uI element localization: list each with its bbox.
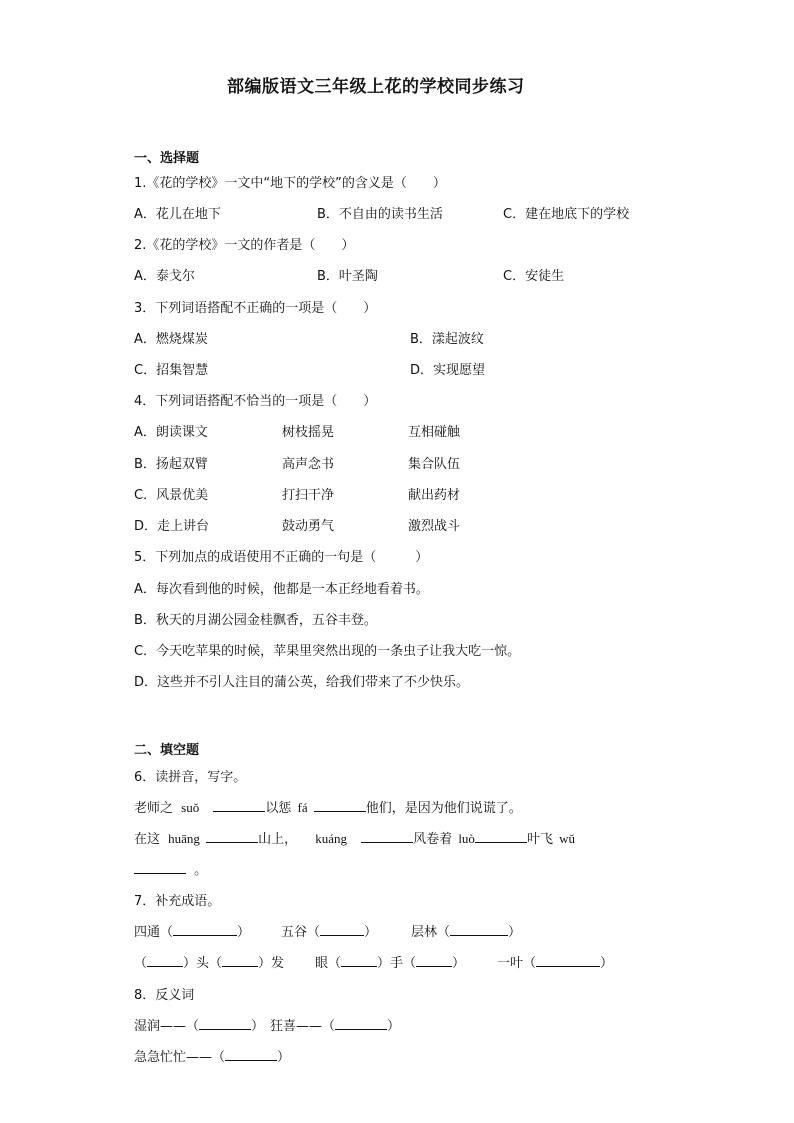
question-4-row-c-col3: 献出药材 xyxy=(408,488,461,503)
question-3-stem: 3．下列词语搭配不正确的一项是（ ） xyxy=(134,301,377,316)
text-segment: 层林（ xyxy=(411,925,451,940)
question-1-option-b: B．不自由的读书生活 xyxy=(317,207,443,222)
answer-blank[interactable] xyxy=(416,955,452,967)
pinyin-kuang: kuáng xyxy=(315,831,348,846)
answer-blank[interactable] xyxy=(335,1018,387,1030)
answer-blank[interactable] xyxy=(475,831,527,843)
text-segment: 。 xyxy=(194,863,208,878)
question-4-row-b-col1: B．扬起双臂 xyxy=(134,457,208,472)
text-segment: 风卷着 xyxy=(413,832,453,847)
text-segment: 以惩 xyxy=(265,801,292,816)
section-heading-choice: 一、选择题 xyxy=(134,151,200,166)
text-segment: 四通（ xyxy=(134,925,174,940)
text-segment: ） xyxy=(387,1019,401,1034)
question-1-option-c: C．建在地底下的学校 xyxy=(503,207,630,222)
text-segment: ）发 xyxy=(258,956,285,971)
text-segment: 在这 xyxy=(134,832,161,847)
question-7-stem: 7．补充成语。 xyxy=(134,894,221,909)
text-segment: ）手（ xyxy=(377,956,417,971)
pinyin-wu: wǔ xyxy=(559,831,575,846)
idiom-siting xyxy=(134,921,250,940)
text-segment: 山上， xyxy=(258,832,298,847)
question-2-option-b: B．叶圣陶 xyxy=(317,269,378,284)
text-segment: 狂喜——（ xyxy=(270,1019,336,1034)
pinyin-luo: luò xyxy=(458,831,475,846)
answer-blank[interactable] xyxy=(314,800,366,812)
question-4-row-c-col1: C．风景优美 xyxy=(134,488,209,503)
question-1-stem: 1.《花的学校》一文中“地下的学校”的含义是（ ） xyxy=(134,176,446,191)
question-6-stem: 6．读拼音，写字。 xyxy=(134,770,247,785)
question-4-row-a-col2: 树枝摇晃 xyxy=(282,425,335,440)
question-6-line-2 xyxy=(134,828,575,847)
text-segment: ） xyxy=(237,925,251,940)
question-5-option-a: A．每次看到他的时候，他都是一本正经地看着书。 xyxy=(134,582,429,597)
question-3-option-c: C．招集智慧 xyxy=(134,363,209,378)
question-2-stem: 2.《花的学校》一文的作者是（ ） xyxy=(134,238,355,253)
answer-blank[interactable] xyxy=(147,955,183,967)
question-2-option-a: A．泰戈尔 xyxy=(134,269,195,284)
idiom-tou-fa xyxy=(134,952,284,971)
answer-blank[interactable] xyxy=(173,924,237,936)
question-4-row-d-col1: D．走上讲台 xyxy=(134,519,210,534)
question-4-row-c-col2: 打扫干净 xyxy=(282,488,335,503)
question-1-option-a: A．花儿在地下 xyxy=(134,207,221,222)
section-heading-fill: 二、填空题 xyxy=(134,743,200,758)
answer-blank[interactable] xyxy=(222,955,258,967)
answer-blank[interactable] xyxy=(213,800,265,812)
text-segment: ） xyxy=(364,925,378,940)
question-4-row-a-col1: A．朗读课文 xyxy=(134,425,208,440)
answer-blank[interactable] xyxy=(536,955,600,967)
idiom-yiye xyxy=(497,952,613,971)
text-segment: ） xyxy=(277,1050,291,1065)
answer-blank[interactable] xyxy=(341,955,377,967)
antonym-shirun xyxy=(134,1015,264,1034)
answer-blank[interactable] xyxy=(450,924,508,936)
antonym-jijimangmang xyxy=(134,1046,290,1065)
question-8-stem: 8．反义词 xyxy=(134,988,195,1003)
text-segment: 一叶（ xyxy=(497,956,537,971)
question-6-line-1 xyxy=(134,797,522,816)
idiom-yan-shou xyxy=(315,952,465,971)
question-4-row-d-col3: 激烈战斗 xyxy=(408,519,461,534)
question-2-option-c: C．安徒生 xyxy=(503,269,565,284)
question-4-row-b-col3: 集合队伍 xyxy=(408,457,461,472)
question-3-option-b: B．漾起波纹 xyxy=(410,332,484,347)
question-4-row-a-col3: 互相碰触 xyxy=(408,425,461,440)
text-segment: ） xyxy=(452,956,466,971)
idiom-cenglin xyxy=(411,921,521,940)
text-segment: （ xyxy=(134,956,148,971)
question-5-option-b: B．秋天的月湖公园金桂飘香，五谷丰登。 xyxy=(134,613,377,628)
question-5-option-d: D．这些并不引人注目的蒲公英，给我们带来了不少快乐。 xyxy=(134,675,470,690)
text-segment: ） xyxy=(508,925,522,940)
answer-blank[interactable] xyxy=(206,831,258,843)
question-3-option-a: A．燃烧煤炭 xyxy=(134,332,208,347)
text-segment: ）头（ xyxy=(183,956,223,971)
question-5-stem: 5．下列加点的成语使用不正确的一句是（ ） xyxy=(134,550,429,565)
question-3-option-d: D．实现愿望 xyxy=(410,363,486,378)
text-segment: 急急忙忙——（ xyxy=(134,1050,226,1065)
answer-blank[interactable] xyxy=(225,1049,277,1061)
answer-blank[interactable] xyxy=(134,862,186,874)
answer-blank[interactable] xyxy=(361,831,413,843)
question-5-option-c: C．今天吃苹果的时候，苹果里突然出现的一条虫子让我大吃一惊。 xyxy=(134,644,521,659)
question-4-stem: 4．下列词语搭配不恰当的一项是（ ） xyxy=(134,394,377,409)
answer-blank[interactable] xyxy=(199,1018,251,1030)
pinyin-suo: suǒ xyxy=(181,800,200,815)
text-segment: ） xyxy=(251,1019,265,1034)
antonym-kuangxi xyxy=(270,1015,400,1034)
text-segment: 眼（ xyxy=(315,956,342,971)
text-segment: 他们，是因为他们说谎了。 xyxy=(365,801,522,816)
text-segment: 五谷（ xyxy=(281,925,321,940)
page-title: 部编版语文三年级上花的学校同步练习 xyxy=(227,77,525,97)
text-segment: 湿润——（ xyxy=(134,1019,200,1034)
text-segment: ） xyxy=(600,956,614,971)
question-4-row-d-col2: 鼓动勇气 xyxy=(282,519,335,534)
pinyin-fa: fá xyxy=(297,800,308,815)
answer-blank[interactable] xyxy=(320,924,364,936)
question-6-line-3 xyxy=(134,859,207,878)
text-segment: 老师之 xyxy=(134,801,174,816)
text-segment: 叶飞 xyxy=(526,832,553,847)
idiom-wugu xyxy=(281,921,377,940)
pinyin-huang: huāng xyxy=(168,831,200,846)
question-4-row-b-col2: 高声念书 xyxy=(282,457,335,472)
